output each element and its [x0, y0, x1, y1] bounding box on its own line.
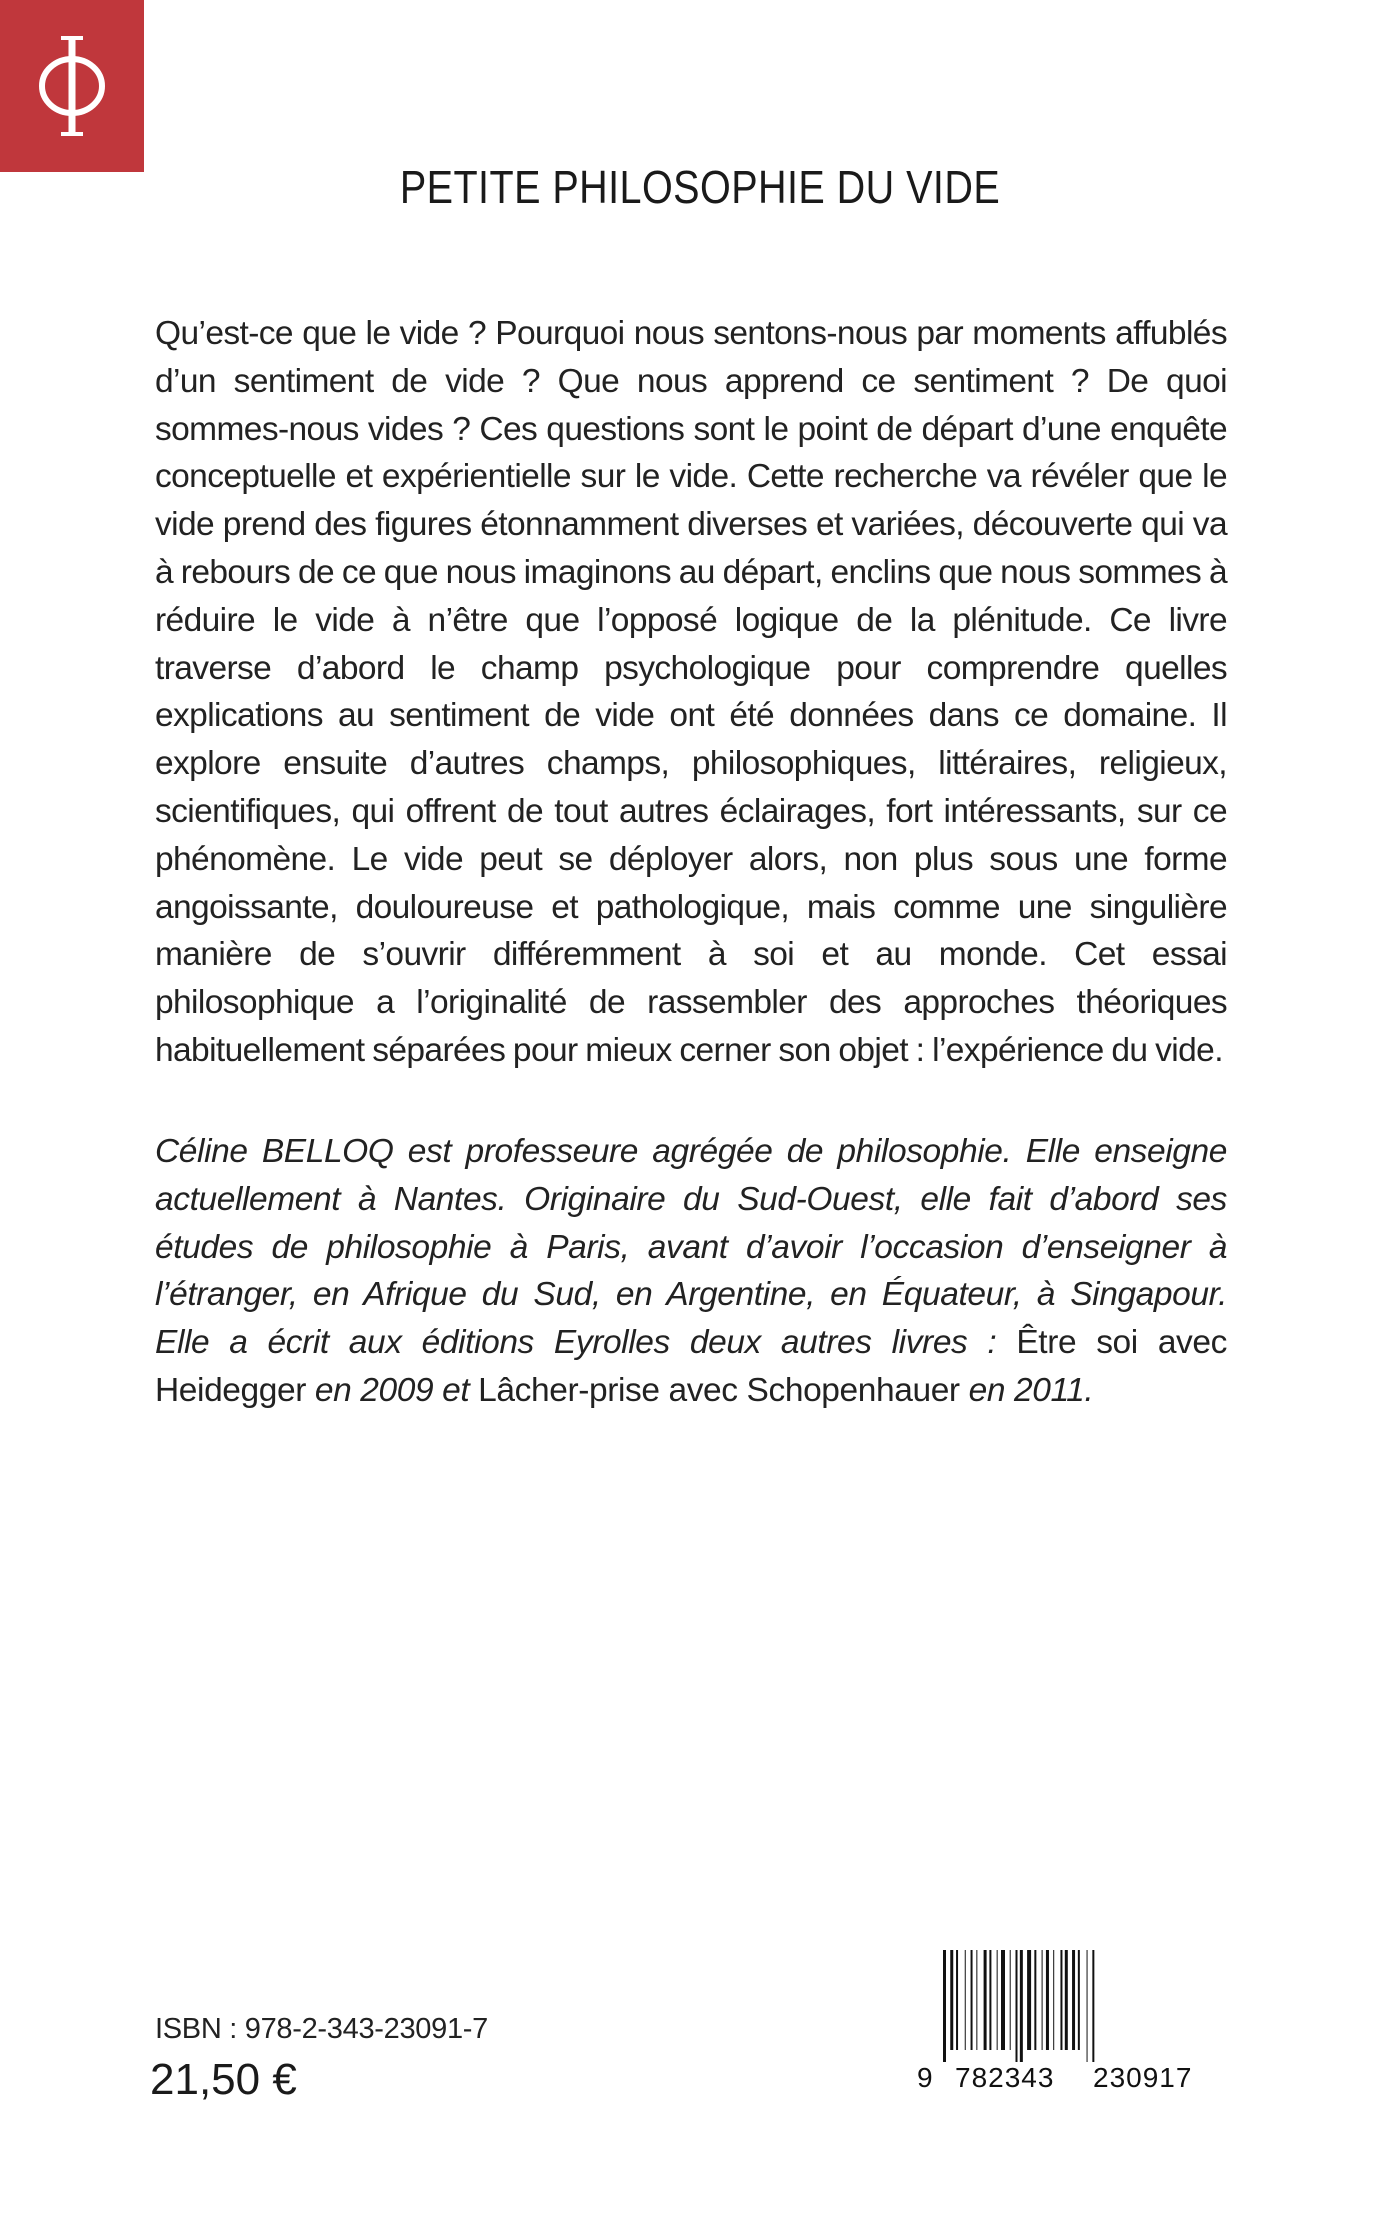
- barcode-bar: [1087, 1950, 1088, 2062]
- book-title: PETITE PHILOSOPHIE DU VIDE: [399, 161, 1001, 213]
- barcode-bar: [1072, 1950, 1075, 2050]
- bio-text-2: en 2009 et: [314, 1371, 470, 1409]
- barcode-bar: [1065, 1950, 1068, 2050]
- barcode-bar: [989, 1950, 991, 2050]
- barcode-first-digit: 9: [917, 2062, 933, 2093]
- price-text: 21,50 €: [150, 2055, 297, 2104]
- barcode-bar: [1020, 1950, 1023, 2062]
- barcode-bar: [1027, 1950, 1031, 2050]
- barcode-bar: [1034, 1950, 1036, 2050]
- barcode-bar: [1053, 1950, 1054, 2050]
- barcode-bar: [984, 1950, 987, 2050]
- phi-icon: [27, 31, 117, 141]
- barcode-bar: [1078, 1950, 1080, 2050]
- barcode-bar: [956, 1950, 958, 2050]
- publisher-logo: [0, 0, 144, 172]
- barcode-right-group: 230917: [1093, 2062, 1193, 2093]
- barcode-bar: [1092, 1950, 1094, 2062]
- barcode-bar: [971, 1950, 973, 2050]
- barcode-bar: [1016, 1950, 1018, 2062]
- barcode-bar: [1001, 1950, 1005, 2050]
- barcode-bars: [905, 1950, 1235, 2062]
- barcode-bar: [976, 1950, 977, 2050]
- bio-book-title-1: Être soi avec Heidegger: [155, 1324, 1227, 1409]
- isbn-text: ISBN : 978-2-343-23091-7: [155, 2013, 488, 2045]
- bio-text-3: en 2011.: [968, 1371, 1094, 1409]
- author-bio: [155, 1128, 1227, 1415]
- barcode: [905, 1950, 1235, 2100]
- barcode-bar: [997, 1950, 998, 2050]
- barcode-bar: [1046, 1950, 1049, 2050]
- barcode-bar: [1010, 1950, 1011, 2050]
- barcode-bar: [1060, 1950, 1062, 2050]
- bio-book-title-2: Lâcher-prise avec Schopenhauer: [478, 1371, 960, 1409]
- barcode-bar: [965, 1950, 966, 2050]
- barcode-left-group: 782343: [955, 2062, 1055, 2093]
- book-summary: Qu’est-ce que le vide ? Pourquoi nous sentons-nous par moments affublés d’un sentiment de vide ? Que nous apprend ce sentiment ? De quoi sommes-nous vides ? Ces questions sont le point de départ d’une enquête conceptuelle et expérientielle sur le vide. Cette recherche va révéler que le vide prend des figures étonnamment diverses et variées, découverte qui va à rebours de ce que nous imaginons au départ, enclins que nous sommes à réduire le vide à n’être que l’opposé logique de la plénitude. Ce livre traverse d’abord le champ psychologique pour comprendre quelles explications au sentiment de vide ont été données dans ce domaine. Il explore ensuite d’autres champs, philosophiques, littéraires, religieux, scientifiques, qui offrent de tout autres éclairages, fort intéressants, sur ce phénomène. Le vide peut se déployer alors, non plus sous une forme angoissante, douloureuse et pathologique, mais comme une singulière manière de s’ouvrir différemment à soi et au monde. Cet essai philosophique a l’originalité de rassembler des approches théoriques habituellement séparées pour mieux cerner son objet : l’expérience du vide.: [155, 315, 1227, 1069]
- barcode-bar: [1042, 1950, 1043, 2050]
- barcode-bar: [950, 1950, 953, 2050]
- bio-text: Céline BELLOQ est professeure agrégée de philosophie. Elle enseigne actuellement à Nantes. Originaire du Sud-Ouest, elle fait d’abord ses études de philosophie à Paris, avant d’avoir l’occasion d’enseigner à l’étranger, en Afrique du Sud, en Argentine, en Équateur, à Singapour. Elle a écrit aux éditions Eyrolles deux autres livres :: [155, 1133, 1227, 1362]
- barcode-bar: [943, 1950, 946, 2062]
